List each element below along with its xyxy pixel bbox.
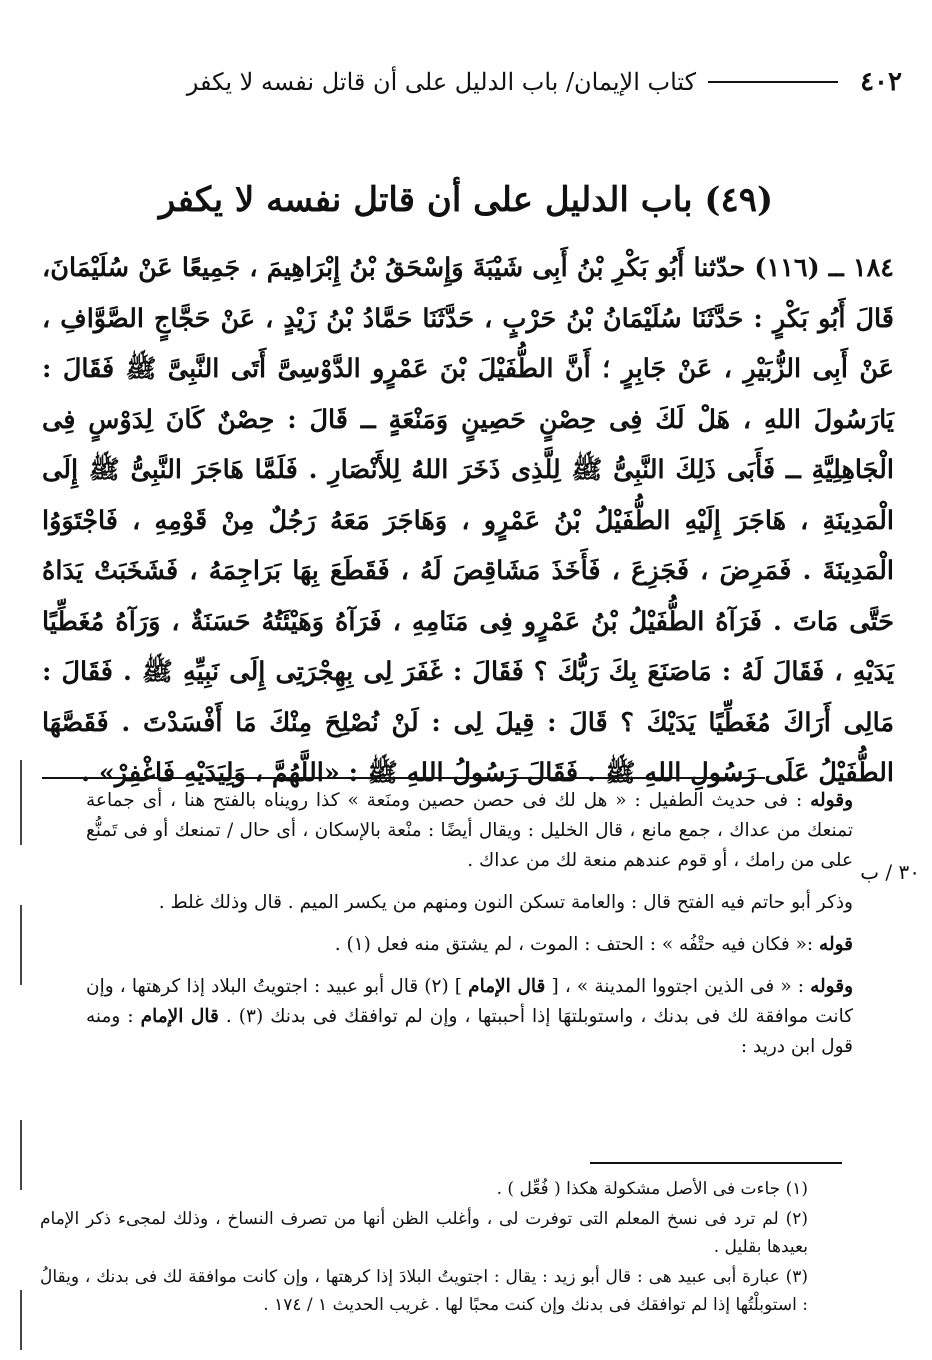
commentary-lead-3: قوله: [819, 934, 853, 955]
commentary-text-2: وذكر أبو حاتم فيه الفتح قال : والعامة تسكن النون ومنهم من يكسر الميم . قال وذلك غلط .: [158, 892, 853, 913]
commentary: [86, 786, 853, 1062]
manuscript-folio-marker: ٣٠ / ب: [860, 860, 920, 884]
commentary-paragraph-3: [86, 930, 853, 960]
footnote-separator-rule: [590, 1162, 842, 1164]
commentary-text-3: :« فكان فيه حتْفُه » : الحتف : الموت ، لم يشتق منه فعل (١) .: [334, 934, 820, 955]
commentary-text-1: : فى حديث الطفيل : « هل لك فى حصن حصين ومنَعة » كذا رويناه بالفتح هنا ، أى جماعة تمنعك من عداك ، جمع مانع ، قال الخليل : ويقال أيضًا : منْعة بالإسكان ، أى حال / تمنعك أو فى تَمنُّع على من رامك ، أو قوم عندهم منعة لك من عداك .: [86, 790, 853, 871]
text-separator-rule: [42, 777, 765, 779]
scan-edge-mark: [20, 1290, 22, 1350]
header-rule: [708, 81, 838, 83]
footnote-3: (٣) عبارة أبى عبيد هى : قال أبو زيد : يقال : اجتويتُ البلادَ إذا كرهتها ، وإن كانت موافقة لك فى بدنك ، ويقالُ : استوبلْتُها إذا لم توافقك فى بدنك وإن كنت محبًا لها . غريب الحديث ١ / ١٧٤ .: [40, 1267, 808, 1315]
commentary-paragraph-1: [86, 786, 853, 876]
chapter-title: (٤٩) باب الدليل على أن قاتل نفسه لا يكفر: [158, 180, 774, 220]
imam-label-1: قال الإمام: [468, 976, 546, 997]
commentary-lead-1: وقوله: [810, 790, 853, 811]
footnote-1: (١) جاءت فى الأصل مشكولة هكذا ( فُعِّل ) .: [496, 1179, 808, 1199]
commentary-text-4a: : « فى الذين اجتووا المدينة » ، [: [545, 976, 811, 997]
hadith-text: ١٨٤ ــ (١١٦) حدّثنا أَبُو بَكْرِ بْنُ أَبِى شَيْبَةَ وَإِسْحَقُ بْنُ إِبْرَاهِيمَ ، جَمِيعًا عَنْ سُلَيْمَانَ، قَالَ أَبُو بَكْرٍ : حَدَّثَنَا سُلَيْمَانُ بْنُ حَرْبٍ ، حَدَّثَنَا حَمَّادُ بْنُ زَيْدٍ ، عَنْ حَجَّاجٍ الصَّوَّافِ ، عَنْ أَبِى الزُّبَيْرِ ، عَنْ جَابِرٍ ؛ أَنَّ الطُّفَيْلَ بْنَ عَمْرٍو الدَّوْسِىَّ أَتَى النَّبِىَّ ﷺ فَقَالَ : يَارَسُولَ اللهِ ، هَلْ لَكَ فِى حِصْنٍ حَصِينٍ وَمَنْعَةٍ ــ قَالَ : حِصْنٌ كَانَ لِدَوْسٍ فِى الْجَاهِلِيَّةِ ــ فَأَبَى ذَلِكَ النَّبِىُّ ﷺ لِلَّذِى ذَخَرَ اللهُ لِلأَنْصَارِ . فَلَمَّا هَاجَرَ النَّبِىُّ ﷺ إِلَى الْمَدِينَةِ ، هَاجَرَ إِلَيْهِ الطُّفَيْلُ بْنُ عَمْرٍو ، وَهَاجَرَ مَعَهُ رَجُلٌ مِنْ قَوْمِهِ ، فَاجْتَوَوُا الْمَدِينَةَ . فَمَرِضَ ، فَجَزِعَ ، فَأَخَذَ مَشَاقِصَ لَهُ ، فَقَطَعَ بِهَا بَرَاجِمَهُ ، فَشَخَبَتْ يَدَاهُ حَتَّى مَاتَ . فَرَآهُ الطُّفَيْلُ بْنُ عَمْرٍو فِى مَنَامِهِ ، فَرَآهُ وَهَيْئَتُهُ حَسَنَةٌ ، وَرَآهُ مُغَطِّيًا يَدَيْهِ ، فَقَالَ لَهُ : مَاصَنَعَ بِكَ رَبُّكَ ؟ فَقَالَ : غَفَرَ لِى بِهِجْرَتِى إِلَى نَبِيِّهِ ﷺ . فَقَالَ : مَالِى أَرَاكَ مُغَطِّيًا يَدَيْكَ ؟ قَالَ : قِيلَ لِى : لَنْ نُصْلِحَ مِنْكَ مَا أَفْسَدْتَ . فَقَصَّهَا الطُّفَيْلُ عَلَى رَسُولِ اللهِ ﷺ . فَقَالَ رَسُولُ اللهِ ﷺ : «اللَّهُمَّ ، وَلِيَدَيْهِ فَاغْفِرْ» .: [42, 253, 894, 788]
running-header: [20, 62, 902, 102]
commentary-text-4c: : ومنه قول ابن دريد :: [86, 1006, 853, 1057]
scan-edge-mark: [20, 905, 22, 985]
commentary-paragraph-2: [86, 888, 853, 918]
running-title: كتاب الإيمان/ باب الدليل على أن قاتل نفسه لا يكفر: [186, 68, 697, 96]
commentary-paragraph-4: [86, 972, 853, 1062]
footnote-2: (٢) لم ترد فى نسخ المعلم التى توفرت لى ، وأغلب الظن أنها من تصرف النساخ ، وذلك لمجىء ذكر الإمام بعيدها بقليل .: [40, 1209, 808, 1257]
imam-label-2: قال الإمام: [140, 1006, 219, 1027]
scan-edge-mark: [20, 1120, 22, 1190]
commentary-lead-4: وقوله: [810, 976, 853, 997]
footnotes: [40, 1175, 808, 1321]
page-number: ٤٠٢: [860, 67, 902, 97]
scan-edge-mark: [20, 760, 22, 845]
commentary-text-4b: ] (٢) قال أبو عبيد : اجتويتُ البلاد إذا كرهتها ، وإن كانت موافقة لك فى بدنك ، واستوبلتهَا إذا أحببتها ، وإن لم توافقك فى بدنك (٣) .: [86, 976, 854, 1027]
